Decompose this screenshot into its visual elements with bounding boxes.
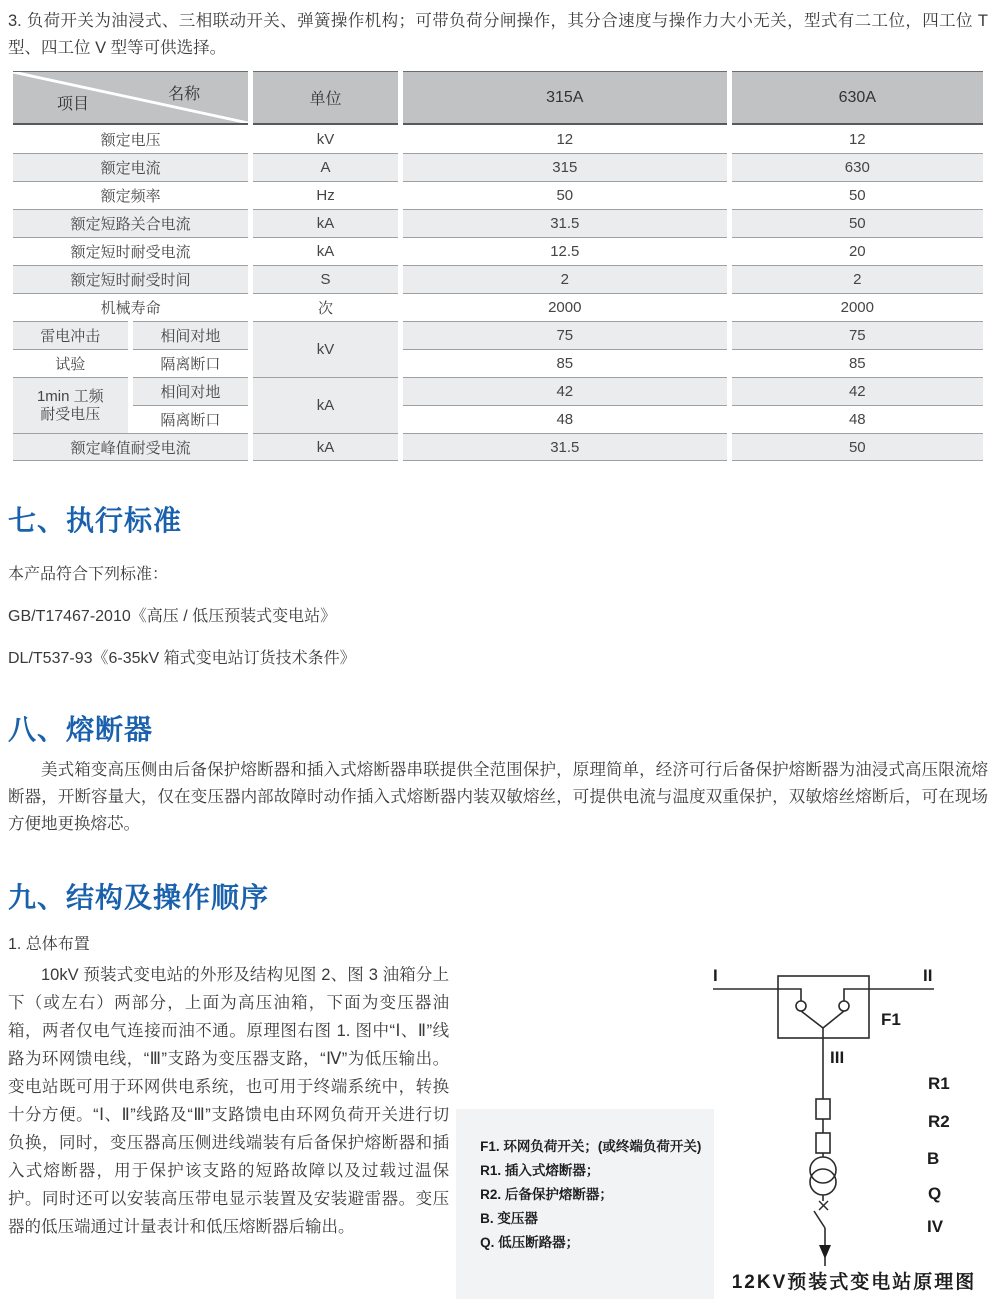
- row-name: 额定频率: [13, 181, 248, 209]
- row-name: 机械寿命: [13, 293, 248, 321]
- group-label-bottom: 试验: [13, 349, 128, 377]
- fuse-paragraph: 美式箱变高压侧由后备保护熔断器和插入式熔断器串联提供全范围保护，原理简单，经济可行后备保护熔断器为油浸式高压限流熔断器，开断容量大，仅在变压器内部故障时动作插入式熔断器内装双敏熔丝，可提供电流与温度双重保护，双敏熔丝熔断后，可在现场方便地更换熔芯。: [8, 761, 988, 833]
- corner-label-name: 名称: [168, 86, 201, 103]
- switch-contact-left: [796, 1001, 806, 1011]
- table-row: [13, 321, 983, 349]
- diagram-legend: [456, 1109, 714, 1299]
- row-name: 额定短路关合电流: [13, 209, 248, 237]
- row-630a: 85: [732, 349, 983, 377]
- row-name: 额定峰值耐受电流: [13, 433, 248, 461]
- col-header-630a: 630A: [732, 71, 983, 125]
- breaker-blade: [814, 1211, 825, 1228]
- group-label: [13, 377, 128, 433]
- row-630a: 630: [732, 153, 983, 181]
- table-row: [13, 181, 983, 209]
- row-315a: 2: [403, 265, 727, 293]
- standard-item: GB/T17467-2010《高压 / 低压预装式变电站》: [8, 608, 337, 625]
- corner-label-item: 项目: [57, 96, 90, 113]
- row-unit: S: [253, 265, 398, 293]
- corner-diagonal-line: [13, 72, 248, 123]
- row-315a: 12: [403, 125, 727, 153]
- transformer-symbol-bottom: [810, 1169, 836, 1195]
- table-row: [13, 153, 983, 181]
- table-row: [13, 209, 983, 237]
- table-row: [13, 405, 983, 433]
- transformer-symbol-top: [810, 1157, 836, 1183]
- row-315a: 2000: [403, 293, 727, 321]
- diagram-caption: 12KV预装式变电站原理图: [731, 1272, 977, 1293]
- switch-blade-right: [823, 1011, 844, 1028]
- sub-row-name: 相间对地: [133, 377, 249, 405]
- label-iv: IV: [927, 1217, 944, 1236]
- section-title-standards: 七、执行标准: [8, 505, 183, 536]
- table-row: [13, 237, 983, 265]
- structure-content: [8, 961, 988, 1299]
- row-name: 额定短时耐受电流: [13, 237, 248, 265]
- row-unit: kV: [253, 125, 398, 153]
- table-row: [13, 377, 983, 405]
- structure-subtitle: 1. 总体布置: [8, 936, 90, 953]
- legend-item-r2: R2. 后备保护熔断器；: [480, 1187, 613, 1202]
- label-line-ii: II: [923, 966, 933, 985]
- table-row: [13, 293, 983, 321]
- table-row: [13, 433, 983, 461]
- row-unit: kA: [253, 377, 398, 433]
- label-f1: F1: [881, 1010, 901, 1029]
- sub-row-name: 隔离断口: [133, 349, 249, 377]
- label-r2: R2: [928, 1112, 950, 1131]
- intro-paragraph: 3. 负荷开关为油浸式、三相联动开关、弹簧操作机构；可带负荷分闸操作，其分合速度与操作力大小无关，型式有二工位，四工位 T 型、四工位 V 型等可供选择。: [8, 12, 988, 57]
- fuse-r2-symbol: [816, 1133, 830, 1153]
- row-630a: 50: [732, 433, 983, 461]
- label-branch-iii: III: [830, 1048, 845, 1067]
- row-315a: 75: [403, 321, 727, 349]
- legend-item-r1: R1. 插入式熔断器；: [480, 1163, 600, 1178]
- row-630a: 2: [732, 265, 983, 293]
- row-315a: 31.5: [403, 433, 727, 461]
- row-315a: 50: [403, 181, 727, 209]
- row-630a: 50: [732, 209, 983, 237]
- row-unit: Hz: [253, 181, 398, 209]
- section-title-fuse: 八、熔断器: [8, 714, 154, 745]
- row-630a: 75: [732, 321, 983, 349]
- standard-item: DL/T537-93《6-35kV 箱式变电站订货技术条件》: [8, 650, 356, 667]
- row-315a: 48: [403, 405, 727, 433]
- table-corner-cell: [13, 71, 248, 125]
- label-b: B: [927, 1149, 940, 1168]
- row-unit: 次: [253, 293, 398, 321]
- row-unit: kA: [253, 209, 398, 237]
- row-unit: kA: [253, 237, 398, 265]
- row-630a: 20: [732, 237, 983, 265]
- switch-blade-left: [801, 1011, 823, 1028]
- circuit-diagram: [451, 961, 988, 1299]
- col-header-unit: 单位: [253, 71, 398, 125]
- standards-intro: 本产品符合下列标准：: [8, 566, 169, 583]
- fuse-r1-symbol: [816, 1099, 830, 1119]
- row-name: 额定短时耐受时间: [13, 265, 248, 293]
- row-unit: kA: [253, 433, 398, 461]
- switch-contact-right: [839, 1001, 849, 1011]
- row-name: 额定电压: [13, 125, 248, 153]
- legend-item-q: Q. 低压断路器；: [480, 1235, 580, 1250]
- row-315a: 42: [403, 377, 727, 405]
- group-label-line1: 1min 工频: [36, 387, 104, 405]
- feeder-line-i: [713, 989, 801, 1001]
- row-630a: 48: [732, 405, 983, 433]
- group-label-top: 雷电冲击: [13, 321, 128, 349]
- row-630a: 2000: [732, 293, 983, 321]
- row-315a: 31.5: [403, 209, 727, 237]
- label-r1: R1: [928, 1074, 950, 1093]
- section-title-structure: 九、结构及操作顺序: [8, 882, 270, 913]
- spec-table-header-row: [13, 71, 983, 125]
- row-315a: 315: [403, 153, 727, 181]
- row-630a: 50: [732, 181, 983, 209]
- row-315a: 12.5: [403, 237, 727, 265]
- table-row: [13, 265, 983, 293]
- feeder-line-ii: [844, 989, 934, 1001]
- label-line-i: I: [713, 966, 718, 985]
- row-unit: kV: [253, 321, 398, 377]
- row-name: 额定电流: [13, 153, 248, 181]
- row-630a: 42: [732, 377, 983, 405]
- structure-paragraph: 10kV 预装式变电站的外形及结构见图 2、图 3 油箱分上下（或左右）两部分，上面为高压油箱，下面为变压器油箱，两者仅电气连接而油不通。原理图右图 1. 图中“Ⅰ、Ⅱ”线路为环网馈电线，“Ⅲ”支路为变压器支路，“Ⅳ”为低压输出。变电站既可用于环网供电系统，也可用于终端系统中，转换十分方便。“Ⅰ、Ⅱ”线路及“Ⅲ”支路馈电由环网负荷开关进行切负换，同时，变压器高压侧进线端装有后备保护熔断器和插入式熔断器，用于保护该支路的短路故障以及过载过温保护。同时还可以安装高压带电显示装置及安装避雷器。变压器的低压端通过计量表计和低压熔断器后输出。: [8, 966, 450, 1236]
- label-q: Q: [928, 1184, 942, 1203]
- sub-row-name: 相间对地: [133, 321, 249, 349]
- sub-row-name: 隔离断口: [133, 405, 249, 433]
- spec-table: [8, 71, 988, 461]
- table-row: [13, 349, 983, 377]
- row-unit: A: [253, 153, 398, 181]
- row-315a: 85: [403, 349, 727, 377]
- col-header-315a: 315A: [403, 71, 727, 125]
- legend-item-f1: F1. 环网负荷开关；(或终端负荷开关): [480, 1139, 702, 1154]
- table-row: [13, 125, 983, 153]
- legend-item-b: B. 变压器: [480, 1211, 538, 1226]
- group-label-line2: 耐受电压: [40, 405, 101, 423]
- output-arrow: [819, 1245, 831, 1259]
- row-630a: 12: [732, 125, 983, 153]
